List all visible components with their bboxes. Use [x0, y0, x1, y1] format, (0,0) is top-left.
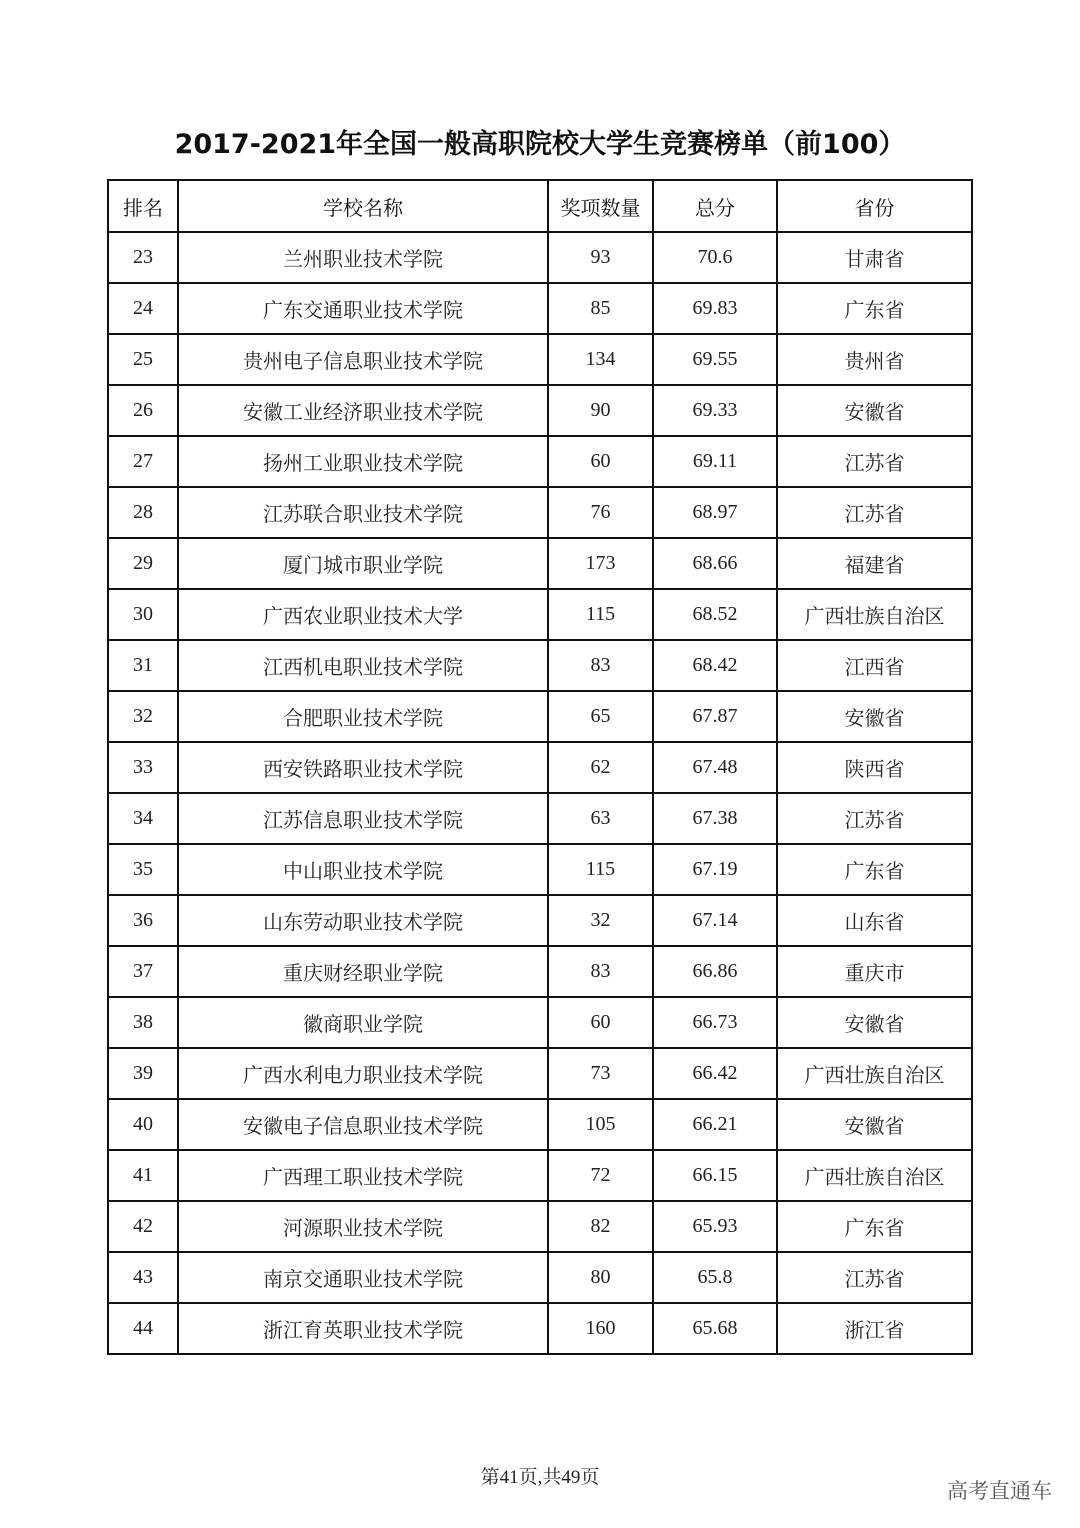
- cell-province: 山东省: [777, 895, 972, 946]
- cell-school-name: 安徽工业经济职业技术学院: [178, 385, 548, 436]
- cell-award-count: 134: [548, 334, 653, 385]
- cell-province: 江苏省: [777, 1252, 972, 1303]
- cell-province: 甘肃省: [777, 232, 972, 283]
- header-total-score: 总分: [653, 180, 777, 232]
- header-rank: 排名: [108, 180, 178, 232]
- cell-rank: 33: [108, 742, 178, 793]
- cell-rank: 41: [108, 1150, 178, 1201]
- cell-total-score: 69.33: [653, 385, 777, 436]
- header-school-name: 学校名称: [178, 180, 548, 232]
- cell-award-count: 115: [548, 589, 653, 640]
- cell-total-score: 69.55: [653, 334, 777, 385]
- cell-province: 广东省: [777, 844, 972, 895]
- cell-award-count: 82: [548, 1201, 653, 1252]
- cell-rank: 31: [108, 640, 178, 691]
- cell-rank: 30: [108, 589, 178, 640]
- cell-school-name: 安徽电子信息职业技术学院: [178, 1099, 548, 1150]
- cell-total-score: 69.11: [653, 436, 777, 487]
- table-row: [108, 436, 972, 487]
- table-row: [108, 538, 972, 589]
- cell-rank: 23: [108, 232, 178, 283]
- table-row: [108, 691, 972, 742]
- cell-total-score: 69.83: [653, 283, 777, 334]
- cell-total-score: 66.86: [653, 946, 777, 997]
- table-row: [108, 946, 972, 997]
- cell-school-name: 广西水利电力职业技术学院: [178, 1048, 548, 1099]
- table-row: [108, 1150, 972, 1201]
- cell-award-count: 63: [548, 793, 653, 844]
- cell-award-count: 73: [548, 1048, 653, 1099]
- cell-school-name: 广西农业职业技术大学: [178, 589, 548, 640]
- cell-school-name: 徽商职业学院: [178, 997, 548, 1048]
- cell-total-score: 67.48: [653, 742, 777, 793]
- cell-rank: 37: [108, 946, 178, 997]
- cell-award-count: 83: [548, 946, 653, 997]
- cell-province: 江西省: [777, 640, 972, 691]
- cell-total-score: 67.38: [653, 793, 777, 844]
- table-row: [108, 1201, 972, 1252]
- cell-total-score: 68.97: [653, 487, 777, 538]
- cell-school-name: 广西理工职业技术学院: [178, 1150, 548, 1201]
- cell-province: 广东省: [777, 1201, 972, 1252]
- cell-total-score: 65.8: [653, 1252, 777, 1303]
- cell-award-count: 80: [548, 1252, 653, 1303]
- cell-rank: 28: [108, 487, 178, 538]
- cell-award-count: 83: [548, 640, 653, 691]
- cell-province: 江苏省: [777, 793, 972, 844]
- cell-province: 重庆市: [777, 946, 972, 997]
- cell-province: 福建省: [777, 538, 972, 589]
- table-row: [108, 640, 972, 691]
- cell-province: 安徽省: [777, 997, 972, 1048]
- cell-rank: 38: [108, 997, 178, 1048]
- cell-province: 安徽省: [777, 1099, 972, 1150]
- cell-total-score: 67.19: [653, 844, 777, 895]
- cell-school-name: 江苏联合职业技术学院: [178, 487, 548, 538]
- page-indicator: 第41页,共49页: [480, 1467, 600, 1488]
- cell-province: 贵州省: [777, 334, 972, 385]
- table-row: [108, 232, 972, 283]
- cell-school-name: 合肥职业技术学院: [178, 691, 548, 742]
- cell-rank: 36: [108, 895, 178, 946]
- cell-province: 广西壮族自治区: [777, 589, 972, 640]
- cell-school-name: 南京交通职业技术学院: [178, 1252, 548, 1303]
- cell-school-name: 扬州工业职业技术学院: [178, 436, 548, 487]
- table-row: [108, 844, 972, 895]
- cell-school-name: 西安铁路职业技术学院: [178, 742, 548, 793]
- cell-total-score: 66.15: [653, 1150, 777, 1201]
- cell-award-count: 93: [548, 232, 653, 283]
- cell-province: 广东省: [777, 283, 972, 334]
- cell-province: 江苏省: [777, 436, 972, 487]
- cell-rank: 39: [108, 1048, 178, 1099]
- cell-school-name: 广东交通职业技术学院: [178, 283, 548, 334]
- table-row: [108, 385, 972, 436]
- cell-total-score: 66.73: [653, 997, 777, 1048]
- cell-rank: 32: [108, 691, 178, 742]
- table-row: [108, 997, 972, 1048]
- table-row: [108, 1099, 972, 1150]
- table-row: [108, 793, 972, 844]
- cell-award-count: 72: [548, 1150, 653, 1201]
- cell-school-name: 贵州电子信息职业技术学院: [178, 334, 548, 385]
- header-province: 省份: [777, 180, 972, 232]
- cell-province: 陕西省: [777, 742, 972, 793]
- table-row: [108, 487, 972, 538]
- cell-rank: 34: [108, 793, 178, 844]
- cell-total-score: 65.68: [653, 1303, 777, 1354]
- cell-rank: 35: [108, 844, 178, 895]
- cell-school-name: 江西机电职业技术学院: [178, 640, 548, 691]
- cell-rank: 27: [108, 436, 178, 487]
- cell-total-score: 67.87: [653, 691, 777, 742]
- cell-rank: 24: [108, 283, 178, 334]
- cell-award-count: 32: [548, 895, 653, 946]
- cell-province: 广西壮族自治区: [777, 1150, 972, 1201]
- cell-province: 安徽省: [777, 385, 972, 436]
- cell-award-count: 76: [548, 487, 653, 538]
- cell-total-score: 66.21: [653, 1099, 777, 1150]
- cell-total-score: 67.14: [653, 895, 777, 946]
- table-row: [108, 1252, 972, 1303]
- cell-school-name: 厦门城市职业学院: [178, 538, 548, 589]
- cell-rank: 42: [108, 1201, 178, 1252]
- table-body: [108, 232, 972, 1354]
- cell-school-name: 山东劳动职业技术学院: [178, 895, 548, 946]
- cell-school-name: 河源职业技术学院: [178, 1201, 548, 1252]
- cell-award-count: 105: [548, 1099, 653, 1150]
- cell-award-count: 60: [548, 997, 653, 1048]
- ranking-table: [107, 179, 973, 1355]
- table-row: [108, 742, 972, 793]
- cell-school-name: 重庆财经职业学院: [178, 946, 548, 997]
- cell-province: 安徽省: [777, 691, 972, 742]
- document-title: 2017-2021年全国一般高职院校大学生竞赛榜单（前100）: [174, 129, 906, 160]
- cell-school-name: 中山职业技术学院: [178, 844, 548, 895]
- cell-province: 江苏省: [777, 487, 972, 538]
- cell-award-count: 160: [548, 1303, 653, 1354]
- cell-rank: 29: [108, 538, 178, 589]
- header-award-count: 奖项数量: [548, 180, 653, 232]
- cell-total-score: 68.52: [653, 589, 777, 640]
- cell-rank: 40: [108, 1099, 178, 1150]
- cell-total-score: 68.42: [653, 640, 777, 691]
- cell-award-count: 85: [548, 283, 653, 334]
- cell-school-name: 江苏信息职业技术学院: [178, 793, 548, 844]
- cell-province: 广西壮族自治区: [777, 1048, 972, 1099]
- cell-total-score: 65.93: [653, 1201, 777, 1252]
- cell-rank: 43: [108, 1252, 178, 1303]
- cell-award-count: 173: [548, 538, 653, 589]
- cell-total-score: 66.42: [653, 1048, 777, 1099]
- cell-rank: 26: [108, 385, 178, 436]
- watermark: 高考直通车: [947, 1479, 1052, 1503]
- table-row: [108, 895, 972, 946]
- cell-rank: 25: [108, 334, 178, 385]
- cell-school-name: 兰州职业技术学院: [178, 232, 548, 283]
- table-header-row: [108, 180, 972, 232]
- table-row: [108, 589, 972, 640]
- cell-total-score: 70.6: [653, 232, 777, 283]
- cell-award-count: 115: [548, 844, 653, 895]
- cell-award-count: 90: [548, 385, 653, 436]
- cell-award-count: 62: [548, 742, 653, 793]
- table-row: [108, 334, 972, 385]
- cell-total-score: 68.66: [653, 538, 777, 589]
- cell-rank: 44: [108, 1303, 178, 1354]
- cell-award-count: 65: [548, 691, 653, 742]
- table-row: [108, 1303, 972, 1354]
- cell-award-count: 60: [548, 436, 653, 487]
- table-row: [108, 1048, 972, 1099]
- table-row: [108, 283, 972, 334]
- cell-school-name: 浙江育英职业技术学院: [178, 1303, 548, 1354]
- cell-province: 浙江省: [777, 1303, 972, 1354]
